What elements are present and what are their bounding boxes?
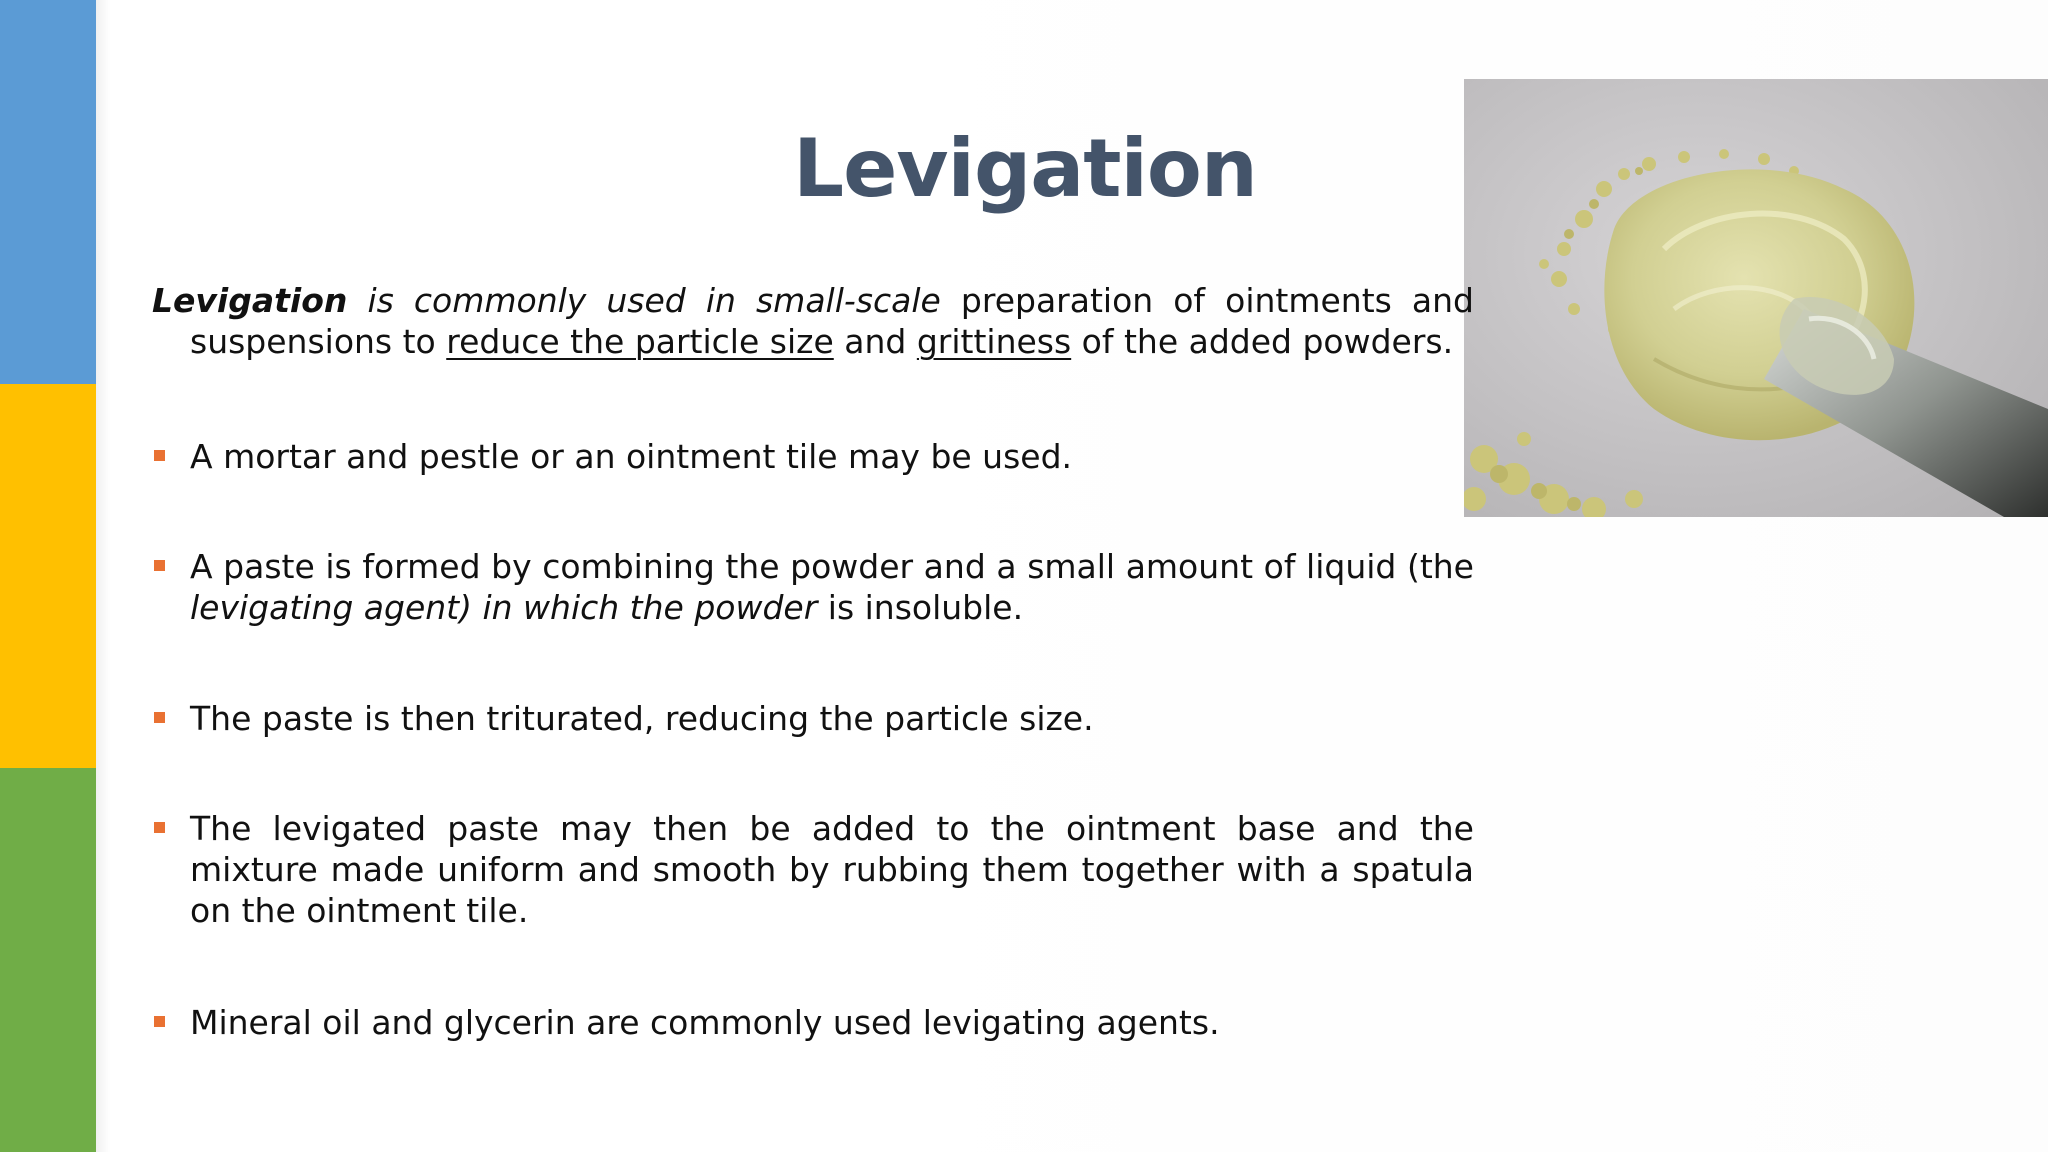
side-bar-green bbox=[0, 768, 96, 1152]
bullet-square-icon bbox=[154, 1016, 165, 1027]
bullet-text-b: is insoluble. bbox=[817, 588, 1024, 627]
bullet-item bbox=[152, 698, 1474, 739]
intro-term: Levigation bbox=[152, 281, 348, 320]
bullet-text: Mineral oil and glycerin are commonly used levigating agents. bbox=[190, 1003, 1220, 1042]
bullet-item bbox=[152, 808, 1474, 931]
bullet-item bbox=[152, 436, 1474, 477]
intro-text-b: and bbox=[833, 322, 917, 361]
levigation-photo bbox=[1464, 79, 2048, 517]
bullet-square-icon bbox=[154, 712, 165, 723]
bullet-italic-text: levigating agent) in which the powder bbox=[190, 588, 818, 627]
intro-text-a: preparation of ointments and suspensions to bbox=[190, 281, 1474, 361]
bullet-text-a: A paste is formed by combining the powder and a small amount of liquid (the bbox=[190, 547, 1474, 586]
side-color-bars bbox=[0, 0, 96, 1152]
intro-text-c: of the added powders. bbox=[1071, 322, 1454, 361]
levigation-photo-graphic bbox=[1464, 79, 2048, 517]
side-bar-blue bbox=[0, 0, 96, 384]
intro-underline-grittiness: grittiness bbox=[916, 322, 1072, 361]
intro-paragraph bbox=[152, 280, 1474, 362]
slide-title: Levigation bbox=[793, 122, 1257, 215]
bullet-item bbox=[152, 1002, 1474, 1043]
intro-underline-particle-size: reduce the particle size bbox=[446, 322, 834, 361]
bullet-item bbox=[152, 546, 1474, 628]
intro-italic-text: is commonly used in small-scale bbox=[347, 281, 941, 320]
bullet-square-icon bbox=[154, 450, 165, 461]
bullet-text: The paste is then triturated, reducing the particle size. bbox=[190, 699, 1094, 738]
bullet-square-icon bbox=[154, 822, 165, 833]
side-bar-yellow bbox=[0, 384, 96, 768]
bullet-text: A mortar and pestle or an ointment tile may be used. bbox=[190, 437, 1073, 476]
bullet-text: The levigated paste may then be added to the ointment base and the mixture made uniform and smooth by rubbing them together with a spatula on the ointment tile. bbox=[190, 809, 1474, 930]
bullet-square-icon bbox=[154, 560, 165, 571]
